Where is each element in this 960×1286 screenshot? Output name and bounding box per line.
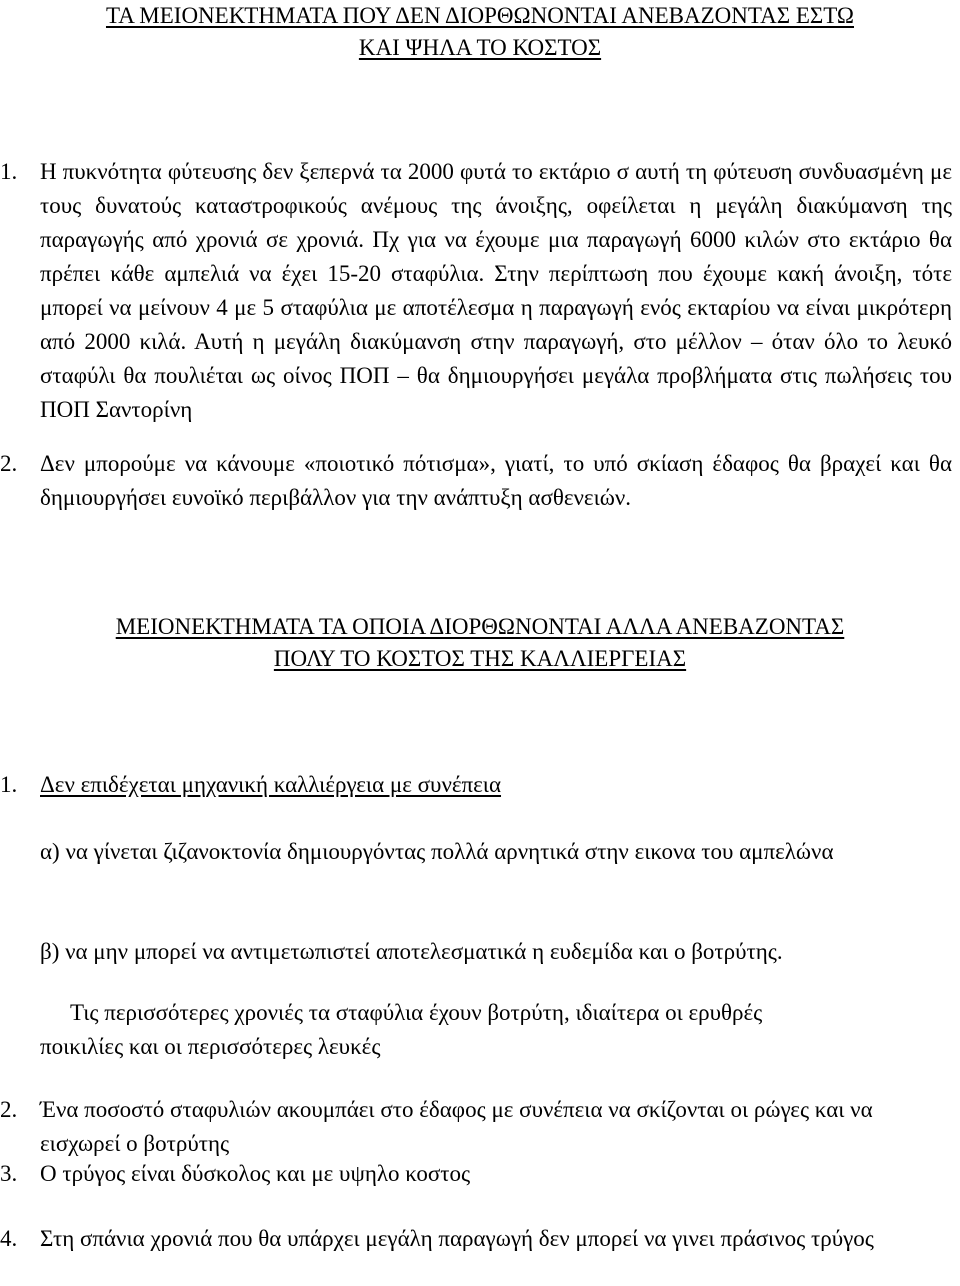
list-item-text: Η πυκνότητα φύτευσης δεν ξεπερνά τα 2000 φυτά το εκτάριο σ αυτή τη φύτευση συνδυασμένη με τους δυνατούς καταστροφικούς ανέμους της άνοιξης, οφείλεται η μεγάλη διακύμανση της παραγωγής από χρονιά σε χρονιά. Πχ για να έχουμε μια παραγωγή 6000 κιλών στο εκτάριο θα πρέπει κάθε αμπελιά να έχει 15-20 σταφύλια. Στην περίπτωση που έχουμε κακή άνοιξη, τότε μπορεί να μείνουν 4 με 5 σταφύλια με αποτέλεσμα η παραγωγή ενός εκταρίου να είναι μικρότερη από 2000 κιλά. Αυτή η μεγάλη διακύμανση στην παραγωγή, στο μέλλον – όταν όλο το λευκό σταφύλι θα πουλιέται ως οίνος ΠΟΠ – θα δημιουργήσει μεγάλα προβλήματα στις πωλήσεις του ΠΟΠ Σαντορίνη	[40, 159, 952, 422]
heading-2-line-2: ΠΟΛΥ ΤΟ ΚΟΣΤΟΣ ΤΗΣ ΚΑΛΛΙΕΡΓΕΙΑΣ	[273, 646, 687, 671]
list-item-text: Ένα ποσοστό σταφυλιών ακουμπάει στο έδαφος με συνέπεια να σκίζονται οι ρώγες και να εισχωρεί ο βοτρύτης	[40, 1097, 873, 1156]
list-number: 3.	[0, 1161, 18, 1186]
list-item-text: Δεν μπορούμε να κάνουμε «ποιοτικό πότισμα», γιατί, το υπό σκίαση έδαφος θα βραχεί και θα δημιουργήσει ευνοϊκό περιβάλλον για την ανάπτυξη ασθενειών.	[40, 451, 952, 510]
heading-2-line-1: ΜΕΙΟΝΕΚΤΗΜΑΤΑ ΤΑ ΟΠΟΙΑ ΔΙΟΡΘΩΝΟΝΤΑΙ ΑΛΛΑ ΑΝΕΒΑΖΟΝΤΑΣ	[115, 614, 845, 639]
list-item-text: Ο τρύγος είναι δύσκολος και με υψηλο κοστος	[40, 1161, 471, 1186]
heading-1-line-1: ΤΑ ΜΕΙΟΝΕΚΤΗΜΑΤΑ ΠΟΥ ΔΕΝ ΔΙΟΡΘΩΝΟΝΤΑΙ ΑΝΕΒΑΖΟΝΤΑΣ ΕΣΤΩ	[105, 3, 854, 28]
list-item-text: Στη σπάνια χρονιά που θα υπάρχει μεγάλη παραγωγή δεν μπορεί να γινει πράσινος τρύγος	[40, 1226, 874, 1251]
heading-disadvantages-not-corrected	[0, 0, 960, 64]
list-number: 2.	[0, 1097, 18, 1122]
list-item-text: Δεν επιδέχεται μηχανική καλλιέργεια με συνέπεια	[40, 772, 502, 797]
heading-disadvantages-corrected-at-cost	[0, 611, 960, 675]
list-number: 2.	[0, 451, 18, 476]
list-number: 1.	[0, 159, 18, 184]
heading-1-line-2: ΚΑΙ ΨΗΛΑ ΤΟ ΚΟΣΤΟΣ	[358, 35, 602, 60]
sub-item-a: α) να γίνεται ζιζανοκτονία δημιουργόντας πολλά αρνητικά στην εικονα του αμπελώνα	[40, 839, 834, 864]
botrytis-note: Τις περισσότερες χρονιές τα σταφύλια έχουν βοτρύτη, ιδιαίτερα οι ερυθρές ποικιλίες και οι περισσότερες λευκές	[40, 1000, 763, 1059]
sub-item-b: β) να μην μπορεί να αντιμετωπιστεί αποτελεσματικά η ευδεμίδα και ο βοτρύτης.	[40, 939, 783, 964]
list-number: 1.	[0, 772, 18, 797]
list-number: 4.	[0, 1226, 18, 1251]
